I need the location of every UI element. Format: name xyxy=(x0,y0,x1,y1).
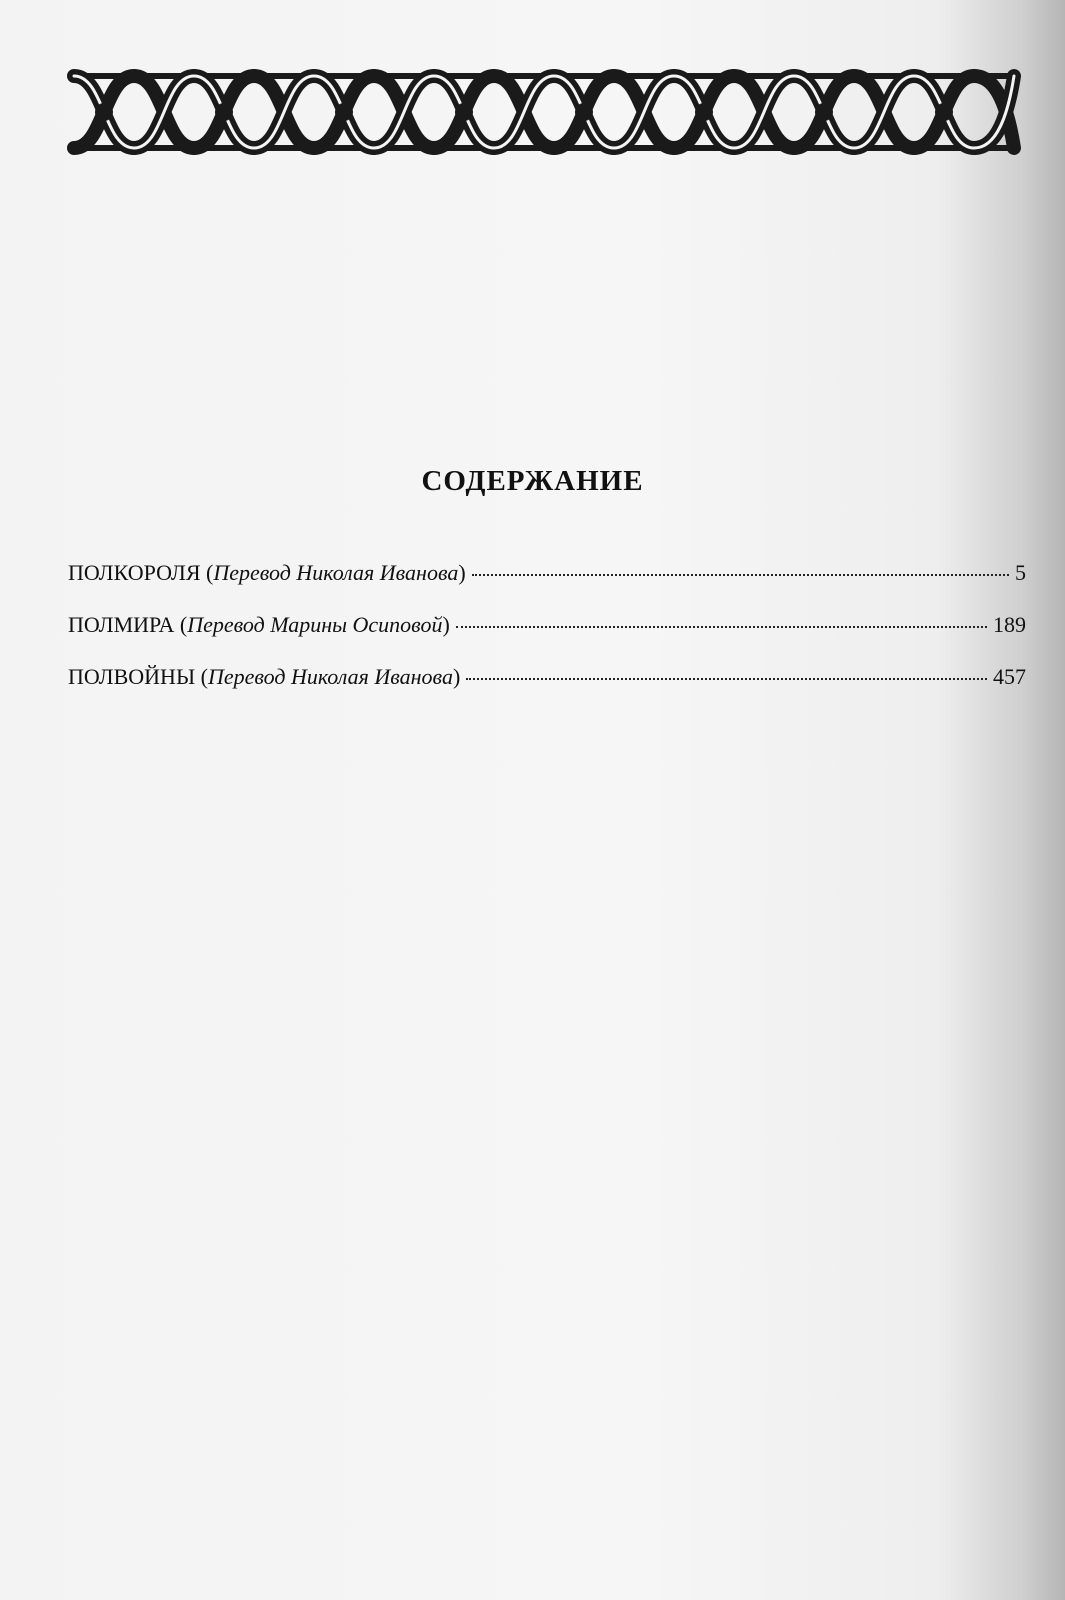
toc-translator: Перевод Николая Иванова xyxy=(207,664,453,689)
toc-entry-polvoyny[interactable] xyxy=(68,664,1026,716)
toc-entry-polkorolya[interactable] xyxy=(68,560,1026,612)
toc-translator-group: (Перевод Николая Иванова) xyxy=(200,560,466,585)
celtic-knotwork-border-icon xyxy=(64,56,1024,166)
toc-dot-leader xyxy=(466,678,987,680)
toc-dot-leader xyxy=(456,626,987,628)
toc-translator-group: (Перевод Николая Иванова) xyxy=(195,664,461,689)
toc-part-title: ПОЛКОРОЛЯ xyxy=(68,560,201,585)
toc-entry-polmira[interactable] xyxy=(68,612,1026,664)
toc-heading: СОДЕРЖАНИЕ xyxy=(421,465,644,497)
toc-page-number: 5 xyxy=(1015,560,1026,585)
toc-part-title: ПОЛВОЙНЫ xyxy=(68,664,196,689)
toc-page-number: 457 xyxy=(993,664,1026,689)
toc-dot-leader xyxy=(472,574,1009,576)
toc-page-number: 189 xyxy=(993,612,1026,637)
table-of-contents xyxy=(68,560,1026,716)
toc-translator-group: (Перевод Марины Осиповой) xyxy=(174,612,450,637)
toc-translator: Перевод Марины Осиповой xyxy=(187,612,443,637)
toc-part-title: ПОЛМИРА xyxy=(68,612,175,637)
toc-translator: Перевод Николая Иванова xyxy=(213,560,459,585)
